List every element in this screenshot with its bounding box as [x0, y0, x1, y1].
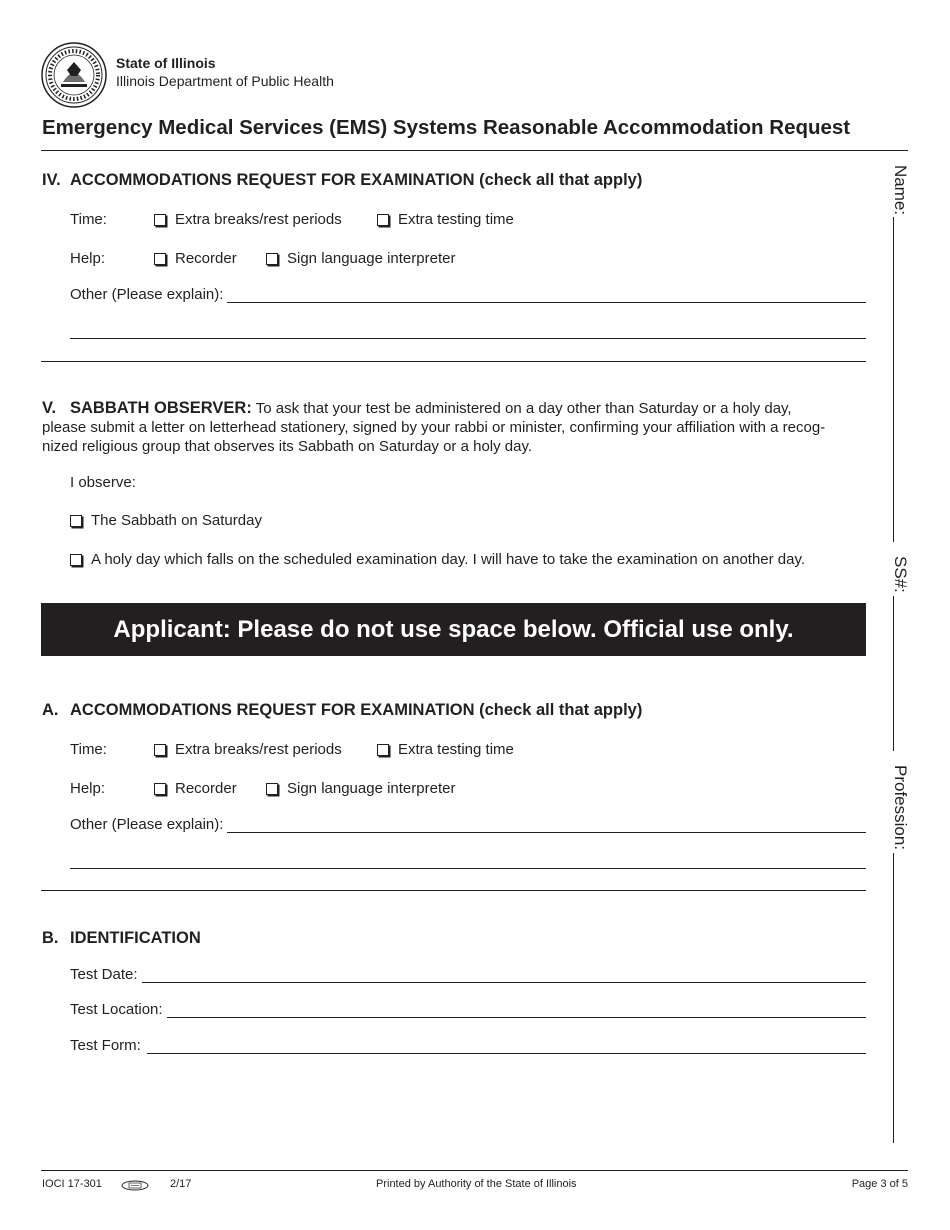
other-explain-label: Other (Please explain):	[70, 286, 224, 303]
checkbox-label: A holy day which falls on the scheduled examination day. I will have to take the examination on another day.	[91, 551, 806, 568]
test-location-label: Test Location:	[70, 1001, 163, 1018]
printed-by-authority: Printed by Authority of the State of Illinois	[376, 1178, 577, 1190]
section-v-number: V.	[42, 399, 57, 417]
other-explain-line[interactable]	[227, 287, 866, 303]
other-explain-line-2[interactable]	[70, 868, 866, 869]
other-explain-line[interactable]	[227, 817, 866, 833]
side-profession-line[interactable]	[893, 853, 894, 1143]
footer-divider	[41, 1170, 908, 1171]
checkbox-recorder[interactable]	[154, 250, 237, 267]
other-explain-field[interactable]	[70, 816, 866, 833]
i-observe-label: I observe:	[70, 474, 136, 491]
test-date-field[interactable]	[70, 966, 866, 983]
checkbox-holy-day[interactable]	[70, 551, 805, 568]
checkbox-extra-testing-time[interactable]	[377, 211, 514, 228]
test-date-label: Test Date:	[70, 966, 138, 983]
other-explain-line-2[interactable]	[70, 338, 866, 339]
section-b-number: B.	[42, 929, 59, 947]
state-seal-icon	[41, 42, 107, 108]
checkbox-sign-language[interactable]	[266, 780, 455, 797]
time-label: Time:	[70, 741, 107, 758]
checkbox-icon[interactable]	[154, 214, 166, 226]
section-divider	[41, 890, 866, 891]
checkbox-label: Sign language interpreter	[287, 780, 456, 797]
checkbox-label: Extra breaks/rest periods	[175, 741, 342, 758]
section-divider	[41, 361, 866, 362]
section-b-heading	[42, 929, 201, 948]
checkbox-label: Recorder	[175, 250, 237, 267]
section-iv-heading	[42, 171, 642, 190]
sabbath-paragraph	[42, 399, 857, 456]
checkbox-label: Extra breaks/rest periods	[175, 211, 342, 228]
checkbox-label: The Sabbath on Saturday	[91, 512, 262, 529]
side-profession-label: Profession:	[891, 765, 910, 851]
checkbox-icon[interactable]	[70, 515, 82, 527]
test-location-line[interactable]	[167, 1002, 866, 1018]
checkbox-sign-language[interactable]	[266, 250, 455, 267]
other-explain-label: Other (Please explain):	[70, 816, 224, 833]
side-ss-label: SS#:	[891, 556, 910, 593]
sabbath-text-line-1: To ask that your test be administered on a day other than Saturday or a holy day,	[255, 400, 792, 417]
test-date-line[interactable]	[142, 967, 866, 983]
side-name-label: Name:	[891, 165, 910, 216]
checkbox-sabbath-saturday[interactable]	[70, 512, 262, 529]
section-v-title: SABBATH OBSERVER:	[70, 399, 252, 417]
form-number: IOCI 17-301	[42, 1178, 102, 1190]
test-form-field[interactable]	[70, 1037, 866, 1054]
section-iv-number: IV.	[42, 171, 61, 189]
checkbox-icon[interactable]	[70, 554, 82, 566]
official-use-banner: Applicant: Please do not use space below. Official use only.	[41, 603, 866, 656]
test-form-line[interactable]	[147, 1038, 866, 1054]
checkbox-label: Extra testing time	[398, 741, 514, 758]
checkbox-recorder[interactable]	[154, 780, 237, 797]
section-b-title: IDENTIFICATION	[70, 929, 201, 947]
form-date: 2/17	[170, 1178, 192, 1190]
test-form-label: Test Form:	[70, 1037, 141, 1054]
title-divider	[41, 150, 908, 151]
checkbox-label: Extra testing time	[398, 211, 514, 228]
checkbox-icon[interactable]	[154, 744, 166, 756]
department-name: Illinois Department of Public Health	[116, 73, 334, 89]
checkbox-extra-testing-time[interactable]	[377, 741, 514, 758]
sabbath-text-line-2: please submit a letter on letterhead stationery, signed by your rabbi or minister, confirming your affiliation with a recog-	[42, 419, 826, 436]
checkbox-extra-breaks[interactable]	[154, 741, 342, 758]
checkbox-icon[interactable]	[377, 744, 389, 756]
sabbath-text-line-3: nized religious group that observes its Sabbath on Saturday or a holy day.	[42, 438, 533, 455]
time-label: Time:	[70, 211, 107, 228]
checkbox-icon[interactable]	[154, 253, 166, 265]
checkbox-icon[interactable]	[377, 214, 389, 226]
section-a-title: ACCOMMODATIONS REQUEST FOR EXAMINATION (check all that apply)	[70, 701, 643, 719]
state-name: State of Illinois	[116, 55, 216, 71]
section-a-number: A.	[42, 701, 59, 719]
side-name-line[interactable]	[893, 217, 894, 542]
checkbox-extra-breaks[interactable]	[154, 211, 342, 228]
test-location-field[interactable]	[70, 1001, 866, 1018]
section-a-heading	[42, 701, 642, 720]
checkbox-icon[interactable]	[154, 783, 166, 795]
sabbath-line-1	[42, 399, 857, 418]
section-iv-title: ACCOMMODATIONS REQUEST FOR EXAMINATION (check all that apply)	[70, 171, 643, 189]
side-ss-line[interactable]	[893, 596, 894, 751]
checkbox-icon[interactable]	[266, 253, 278, 265]
checkbox-label: Recorder	[175, 780, 237, 797]
help-label: Help:	[70, 250, 106, 267]
page-title: Emergency Medical Services (EMS) Systems Reasonable Accommodation Request	[42, 116, 851, 139]
checkbox-icon[interactable]	[266, 783, 278, 795]
union-bug-icon	[121, 1179, 149, 1190]
other-explain-field[interactable]	[70, 286, 866, 303]
help-label: Help:	[70, 780, 106, 797]
checkbox-label: Sign language interpreter	[287, 250, 456, 267]
page-number: Page 3 of 5	[851, 1178, 908, 1190]
